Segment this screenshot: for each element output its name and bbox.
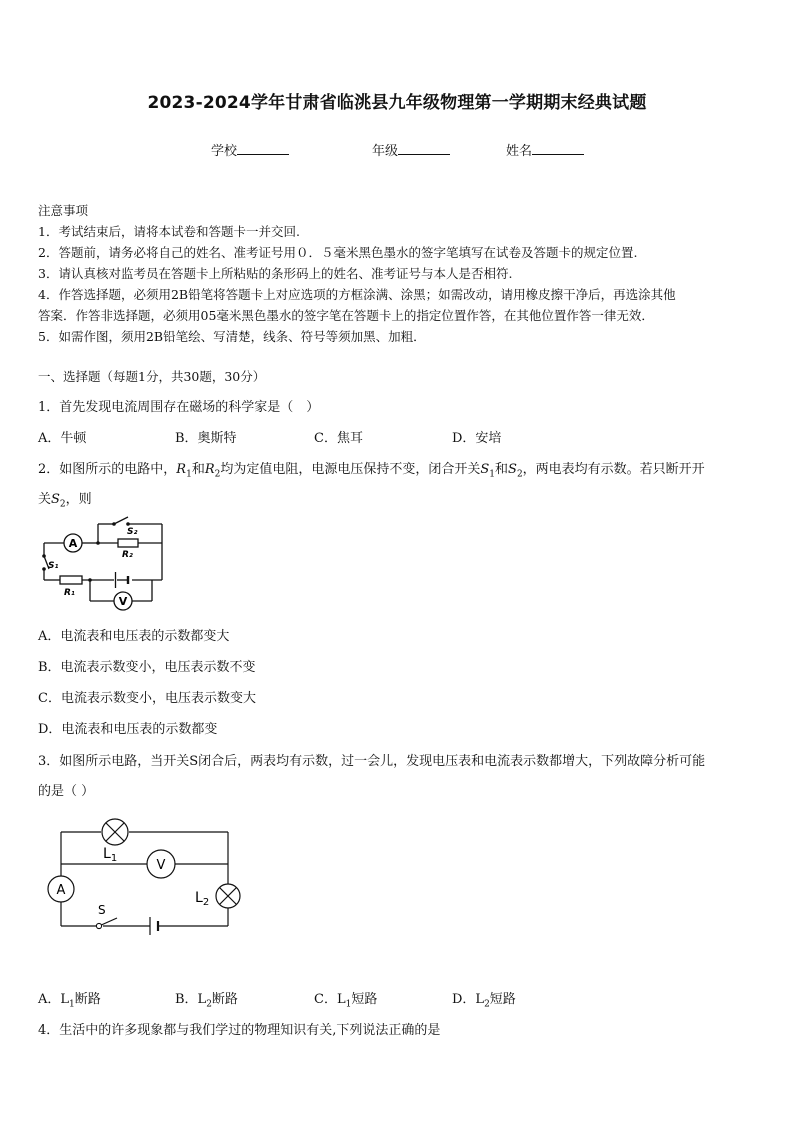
q2-r1-sub: 1: [186, 469, 192, 480]
q2-stem-text: ，则: [65, 492, 92, 507]
q3-option-c: [314, 988, 377, 1010]
q1-stem: 1．首先发现电流周围存在磁场的科学家是（ ）: [38, 400, 320, 415]
q2-stem-text: 2．如图所示的电路中，: [38, 462, 177, 477]
ammeter-label: A: [68, 537, 78, 550]
l1-letter: L: [103, 846, 111, 862]
option-sub: 1: [345, 999, 352, 1010]
ammeter-label: A: [56, 883, 66, 898]
switch-contact: [96, 923, 101, 928]
option-text: D．L: [452, 992, 485, 1007]
q3-option-b: [175, 988, 238, 1010]
school-field: [211, 140, 289, 159]
switch-label: S: [98, 903, 106, 917]
section-heading: 一、选择题（每题1分，共30题，30分）: [38, 369, 266, 384]
q3-stem-line2: 的是（ ）: [38, 784, 95, 799]
option-text: 断路: [74, 992, 101, 1007]
q1-option-a: A．牛顿: [38, 431, 87, 446]
s2-label: S₂: [127, 527, 138, 537]
switch-contact: [42, 567, 46, 571]
q2-stem-text: ，两电表均有示数。若只断开开: [522, 462, 705, 477]
q2-option-b: B．电流表示数变小，电压表示数不变: [38, 660, 256, 675]
voltmeter-label: V: [118, 595, 128, 608]
q4-stem: 4．生活中的许多现象都与我们学过的物理知识有关,下列说法正确的是: [38, 1023, 441, 1038]
school-label: 学校: [211, 144, 238, 159]
option-sub: 2: [484, 999, 490, 1010]
page-title: 2023-2024学年甘肃省临洮县九年级物理第一学期期末经典试题: [147, 93, 647, 113]
notice-item-4: 4．作答选择题，必须用2B铅笔将答题卡上对应选项的方框涂满、涂黑；如需改动，请用橡皮擦干净后，再选涂其他: [38, 287, 676, 302]
notice-item-2: 2．答题前，请务必将自己的姓名、准考证号用０．５毫米黑色墨水的签字笔填写在试卷及答题卡的规定位置.: [38, 245, 638, 260]
notice-item-5: 5．如需作图，须用2B铅笔绘、写清楚，线条、符号等须加黑、加粗．: [38, 329, 426, 344]
l1-label: [103, 846, 117, 864]
q2-s2-sub: 2: [516, 469, 523, 480]
q2-r2-letter: R: [204, 462, 215, 477]
q2-stem-text: 和: [191, 462, 205, 477]
notice-item-1: 1．考试结束后，请将本试卷和答题卡一并交回.: [38, 224, 300, 239]
q2-s2-letter: S: [508, 462, 517, 477]
voltmeter-label: V: [156, 858, 166, 873]
grade-blank: [398, 142, 450, 155]
q2-circuit-diagram: [34, 512, 168, 612]
l2-letter: L: [195, 890, 203, 906]
q2-stem-text: 关: [38, 492, 52, 507]
q1-option-b: B．奥斯特: [175, 431, 237, 446]
r2-label: R₂: [122, 550, 133, 560]
q2-option-a: A．电流表和电压表的示数都变大: [38, 629, 230, 644]
q2-stem: [38, 458, 705, 480]
q2-stem-text: 均为定值电阻，电源电压保持不变，闭合开关: [220, 462, 481, 477]
notice-item-4-cont: 答案．作答非选择题，必须用05毫米黑色墨水的签字笔在答题卡上的指定位置作答，在其他位置作答一律无效．: [38, 308, 654, 323]
l1-sub: 1: [110, 853, 118, 864]
junction-dot: [96, 541, 100, 545]
q1-option-c: C．焦耳: [314, 431, 363, 446]
q3-stem: 3．如图所示电路，当开关S闭合后，两表均有示数，过一会儿，发现电压表和电流表示数都增大，下列故障分析可能: [38, 754, 706, 769]
grade-field: [372, 140, 450, 159]
q3-circuit-diagram: [44, 814, 244, 938]
junction-dot: [88, 578, 92, 582]
q2-s1-sub: 1: [489, 469, 496, 480]
q2-s2-sub: 2: [59, 499, 66, 510]
q1-option-d: D．安培: [452, 431, 502, 446]
q2-option-c: C．电流表示数变小，电压表示数变大: [38, 691, 256, 706]
option-text: 短路: [489, 992, 516, 1007]
q2-r1-letter: R: [176, 462, 187, 477]
r1-label: R₁: [64, 588, 75, 598]
name-field: [506, 140, 584, 159]
name-label: 姓名: [506, 144, 533, 159]
q3-option-a: [38, 988, 101, 1010]
notice-heading: 注意事项: [38, 203, 89, 218]
notice-item-3: 3．请认真核对监考员在答题卡上所粘贴的条形码上的姓名、准考证号与本人是否相符.: [38, 266, 513, 281]
option-sub: 1: [69, 999, 75, 1010]
grade-label: 年级: [372, 144, 399, 159]
name-blank: [532, 142, 584, 155]
q2-r2-sub: 2: [214, 469, 221, 480]
option-text: 断路: [211, 992, 238, 1007]
s1-label: S₁: [48, 561, 59, 571]
q3-option-d: [452, 988, 516, 1010]
q2-stem-line2: [38, 488, 92, 510]
option-text: C．L: [314, 992, 346, 1007]
option-sub: 2: [206, 999, 212, 1010]
l2-sub: 2: [202, 897, 210, 908]
q2-s1-letter: S: [480, 462, 490, 477]
option-text: A．L: [38, 992, 70, 1007]
q2-s2-letter: S: [51, 492, 60, 507]
option-text: B．L: [175, 992, 207, 1007]
q2-stem-text: 和: [495, 462, 509, 477]
switch-contact: [126, 522, 130, 526]
option-text: 短路: [351, 992, 378, 1007]
school-blank: [237, 142, 289, 155]
q2-option-d: D．电流表和电压表的示数都变: [38, 722, 218, 737]
l2-label: [195, 890, 209, 908]
switch-contact: [42, 554, 46, 558]
switch-contact: [112, 522, 116, 526]
